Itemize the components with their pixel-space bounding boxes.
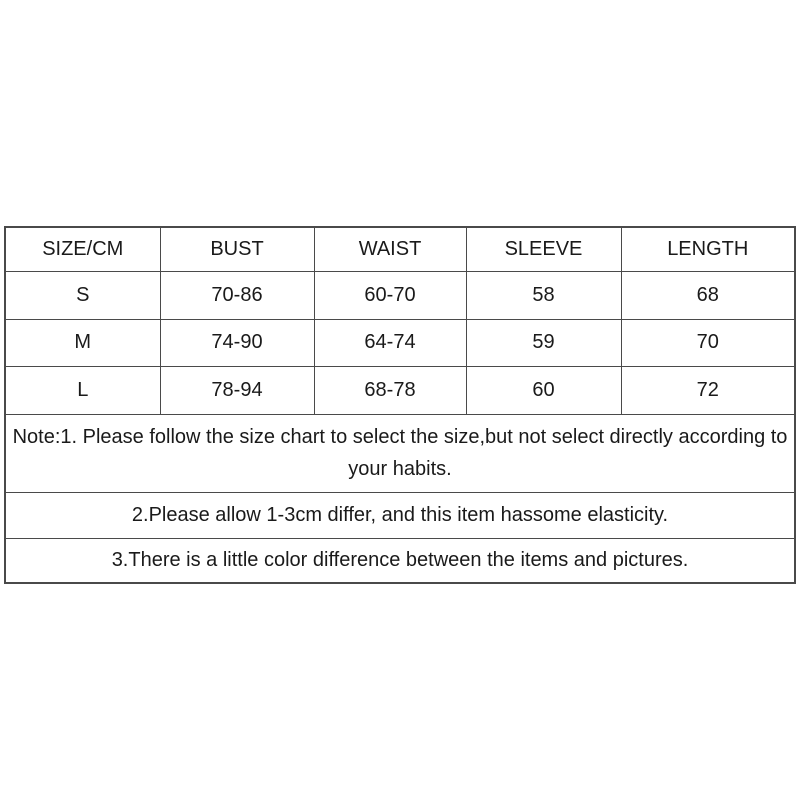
sleeve-cell: 58 xyxy=(466,271,621,319)
size-cell: L xyxy=(5,366,160,414)
column-header-waist: WAIST xyxy=(314,227,466,271)
table-header-row xyxy=(5,227,795,271)
column-header-length: LENGTH xyxy=(621,227,795,271)
size-chart-table xyxy=(4,226,796,584)
table-row-size-m xyxy=(5,319,795,366)
waist-cell: 64-74 xyxy=(314,319,466,366)
size-cell: S xyxy=(5,271,160,319)
column-header-bust: BUST xyxy=(160,227,314,271)
note-text-2: 2.Please allow 1-3cm differ, and this item hassome elasticity. xyxy=(5,492,795,538)
bust-cell: 78-94 xyxy=(160,366,314,414)
size-cell: M xyxy=(5,319,160,366)
length-cell: 70 xyxy=(621,319,795,366)
note-row-3 xyxy=(5,538,795,583)
note-row-1 xyxy=(5,414,795,492)
column-header-size: SIZE/CM xyxy=(5,227,160,271)
bust-cell: 74-90 xyxy=(160,319,314,366)
sleeve-cell: 59 xyxy=(466,319,621,366)
sleeve-cell: 60 xyxy=(466,366,621,414)
waist-cell: 60-70 xyxy=(314,271,466,319)
note-text-3: 3.There is a little color difference between the items and pictures. xyxy=(5,538,795,583)
waist-cell: 68-78 xyxy=(314,366,466,414)
note-text-1: Note:1. Please follow the size chart to select the size,but not select directly according to your habits. xyxy=(5,414,795,492)
note-row-2 xyxy=(5,492,795,538)
length-cell: 72 xyxy=(621,366,795,414)
length-cell: 68 xyxy=(621,271,795,319)
column-header-sleeve: SLEEVE xyxy=(466,227,621,271)
bust-cell: 70-86 xyxy=(160,271,314,319)
table-row-size-s xyxy=(5,271,795,319)
table-row-size-l xyxy=(5,366,795,414)
